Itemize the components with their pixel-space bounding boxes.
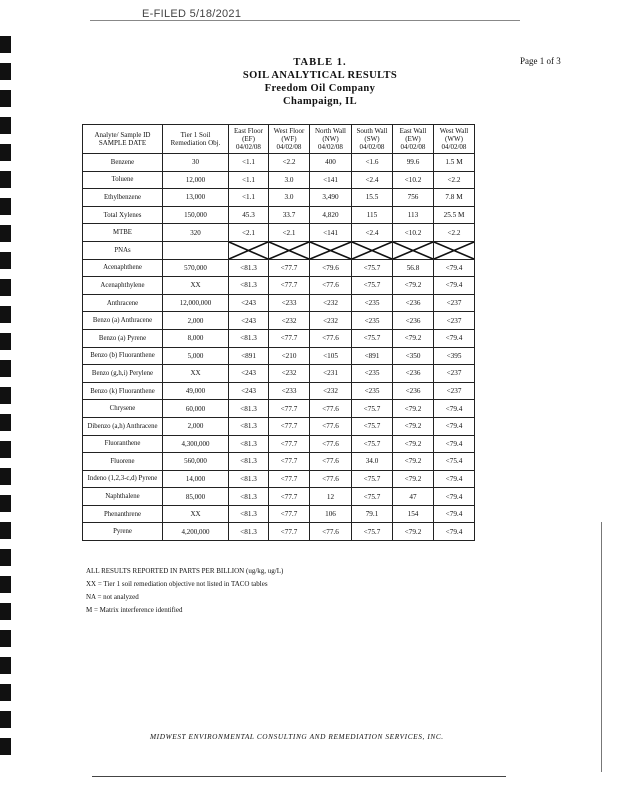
result-cell: 56.8 xyxy=(393,259,434,277)
result-cell: <232 xyxy=(269,312,310,330)
result-cell: <2.4 xyxy=(352,171,393,189)
company-footer: MIDWEST ENVIRONMENTAL CONSULTING AND REMEDIATION SERVICES, INC. xyxy=(150,732,444,741)
result-cell: <243 xyxy=(229,294,269,312)
analyte-name: Fluoranthene xyxy=(83,435,163,453)
result-cell: 33.7 xyxy=(269,206,310,224)
tier1-objective: 49,000 xyxy=(163,382,229,400)
notes-block xyxy=(86,565,283,617)
result-cell: <81.3 xyxy=(229,435,269,453)
tier1-objective: 4,300,000 xyxy=(163,435,229,453)
tier1-objective: 12,000,000 xyxy=(163,294,229,312)
result-cell: <75.7 xyxy=(352,523,393,541)
analyte-name: Benzo (k) Fluoranthene xyxy=(83,382,163,400)
result-cell: <77.7 xyxy=(269,453,310,471)
result-cell: <2.2 xyxy=(434,224,475,242)
result-cell: <79.2 xyxy=(393,470,434,488)
table-row xyxy=(83,312,475,330)
result-cell: <232 xyxy=(310,294,352,312)
result-cell: <243 xyxy=(229,365,269,383)
binder-mark xyxy=(0,657,11,674)
result-cell: <77.6 xyxy=(310,470,352,488)
result-cell: <79.2 xyxy=(393,523,434,541)
header-ef: East Floor (EF) 04/02/08 xyxy=(229,125,269,154)
result-cell: <77.7 xyxy=(269,400,310,418)
analyte-name: Benzo (a) Anthracene xyxy=(83,312,163,330)
result-cell: <79.6 xyxy=(310,259,352,277)
result-cell: 47 xyxy=(393,488,434,506)
top-rule xyxy=(90,20,520,21)
binder-mark xyxy=(0,36,11,53)
table-row xyxy=(83,400,475,418)
result-cell: <81.3 xyxy=(229,417,269,435)
analyte-name: Pyrene xyxy=(83,523,163,541)
result-cell: 25.5 M xyxy=(434,206,475,224)
table-row xyxy=(83,259,475,277)
binder-mark xyxy=(0,684,11,701)
result-cell: 34.0 xyxy=(352,453,393,471)
tier1-objective: XX xyxy=(163,277,229,295)
efiled-stamp: E-FILED 5/18/2021 xyxy=(142,8,242,20)
binder-mark xyxy=(0,441,11,458)
binder-mark xyxy=(0,279,11,296)
result-cell: <81.3 xyxy=(229,505,269,523)
result-cell: <891 xyxy=(229,347,269,365)
note-units: ALL RESULTS REPORTED IN PARTS PER BILLION (ug/kg, ug/L) xyxy=(86,567,284,575)
binder-mark xyxy=(0,117,11,134)
binder-mark xyxy=(0,549,11,566)
result-cell: <243 xyxy=(229,382,269,400)
binder-mark xyxy=(0,711,11,728)
result-cell: <105 xyxy=(310,347,352,365)
result-cell: <77.7 xyxy=(269,488,310,506)
result-cell: <350 xyxy=(393,347,434,365)
header-wf: West Floor (WF) 04/02/08 xyxy=(269,125,310,154)
table-row xyxy=(83,505,475,523)
binder-mark xyxy=(0,198,11,215)
header-analyte: Analyte/ Sample ID SAMPLE DATE xyxy=(83,125,163,154)
tier1-objective xyxy=(163,241,229,259)
binder-mark xyxy=(0,333,11,350)
analyte-name: Naphthalene xyxy=(83,488,163,506)
result-cell: <236 xyxy=(393,312,434,330)
result-cell: <1.1 xyxy=(229,189,269,207)
table-number: TABLE 1. xyxy=(293,57,347,68)
result-cell: <75.7 xyxy=(352,400,393,418)
analyte-name: Anthracene xyxy=(83,294,163,312)
result-cell: <81.3 xyxy=(229,400,269,418)
binder-mark xyxy=(0,63,11,80)
analyte-name: Acenaphthene xyxy=(83,259,163,277)
result-cell: <79.4 xyxy=(434,259,475,277)
result-cell: <75.7 xyxy=(352,259,393,277)
binder-mark xyxy=(0,90,11,107)
table-row xyxy=(83,347,475,365)
result-cell: <81.3 xyxy=(229,453,269,471)
analyte-name: Fluorene xyxy=(83,453,163,471)
tier1-objective: 560,000 xyxy=(163,453,229,471)
result-cell: <77.6 xyxy=(310,417,352,435)
result-cell: <79.4 xyxy=(434,470,475,488)
result-cell: <231 xyxy=(310,365,352,383)
result-cell: <2.1 xyxy=(229,224,269,242)
binder-mark xyxy=(0,360,11,377)
table-row xyxy=(83,329,475,347)
result-cell: <75.7 xyxy=(352,470,393,488)
result-cell: <1.1 xyxy=(229,171,269,189)
result-cell: <75.4 xyxy=(434,453,475,471)
result-cell: <236 xyxy=(393,365,434,383)
result-cell: <235 xyxy=(352,382,393,400)
table-row xyxy=(83,154,475,172)
result-cell: <77.6 xyxy=(310,435,352,453)
result-cell: <232 xyxy=(269,365,310,383)
result-cell: <2.1 xyxy=(269,224,310,242)
result-cell: <77.7 xyxy=(269,523,310,541)
result-cell: <77.7 xyxy=(269,417,310,435)
note-m: M = Matrix interference identified xyxy=(86,606,183,614)
result-cell: <75.7 xyxy=(352,329,393,347)
result-cell: <79.4 xyxy=(434,417,475,435)
result-cell: <891 xyxy=(352,347,393,365)
result-cell: 12 xyxy=(310,488,352,506)
result-cell: <79.4 xyxy=(434,277,475,295)
binder-mark xyxy=(0,576,11,593)
result-cell: <235 xyxy=(352,294,393,312)
result-cell: <81.3 xyxy=(229,470,269,488)
header-nw: North Wall (NW) 04/02/08 xyxy=(310,125,352,154)
result-cell: <237 xyxy=(434,365,475,383)
binder-mark xyxy=(0,603,11,620)
result-cell: 3.0 xyxy=(269,189,310,207)
analyte-name: Indeno (1,2,3-c,d) Pyrene xyxy=(83,470,163,488)
tier1-objective: 570,000 xyxy=(163,259,229,277)
result-cell: <75.7 xyxy=(352,417,393,435)
binder-mark xyxy=(0,225,11,242)
analyte-name: Benzo (a) Pyrene xyxy=(83,329,163,347)
table-row xyxy=(83,417,475,435)
result-cell: <75.7 xyxy=(352,488,393,506)
tier1-objective: 60,000 xyxy=(163,400,229,418)
table-row xyxy=(83,365,475,383)
company-name: Freedom Oil Company xyxy=(264,83,376,94)
result-cell: 99.6 xyxy=(393,154,434,172)
result-cell: 115 xyxy=(352,206,393,224)
result-cell: <79.4 xyxy=(434,523,475,541)
analyte-name: Phenanthrene xyxy=(83,505,163,523)
tier1-objective: 13,000 xyxy=(163,189,229,207)
result-cell: <77.6 xyxy=(310,523,352,541)
result-cell: <77.7 xyxy=(269,277,310,295)
result-cell: <79.2 xyxy=(393,435,434,453)
result-cell: 79.1 xyxy=(352,505,393,523)
result-cell: <79.4 xyxy=(434,400,475,418)
result-cell: <237 xyxy=(434,312,475,330)
result-cell: <141 xyxy=(310,224,352,242)
table-row xyxy=(83,189,475,207)
result-cell: 756 xyxy=(393,189,434,207)
result-cell: <79.4 xyxy=(434,329,475,347)
table-title: SOIL ANALYTICAL RESULTS xyxy=(242,70,398,81)
result-cell: <75.7 xyxy=(352,435,393,453)
result-cell: 400 xyxy=(310,154,352,172)
result-cell: <235 xyxy=(352,312,393,330)
binder-mark xyxy=(0,252,11,269)
tier1-objective: 30 xyxy=(163,154,229,172)
result-cell: 106 xyxy=(310,505,352,523)
binder-mark xyxy=(0,738,11,755)
result-cell: <236 xyxy=(393,382,434,400)
analyte-name: Benzo (b) Fluoranthene xyxy=(83,347,163,365)
result-cell: 15.5 xyxy=(352,189,393,207)
analyte-name: Benzo (g,h,i) Perylene xyxy=(83,365,163,383)
result-cell: <77.6 xyxy=(310,400,352,418)
tier1-objective: 85,000 xyxy=(163,488,229,506)
table-row xyxy=(83,435,475,453)
tier1-objective: 14,000 xyxy=(163,470,229,488)
note-na: NA = not analyzed xyxy=(86,593,139,601)
result-cell: <79.2 xyxy=(393,400,434,418)
analyte-name: Acenaphthylene xyxy=(83,277,163,295)
result-cell: <77.7 xyxy=(269,329,310,347)
crossed-out-cell xyxy=(269,241,310,259)
table-row xyxy=(83,453,475,471)
result-cell: <2.2 xyxy=(434,171,475,189)
header-tier1: Tier 1 Soil Remediation Obj. xyxy=(163,125,229,154)
analyte-name: Total Xylenes xyxy=(83,206,163,224)
analyte-name: PNAs xyxy=(83,241,163,259)
crossed-out-cell xyxy=(310,241,352,259)
crossed-out-cell xyxy=(434,241,475,259)
result-cell: 3,490 xyxy=(310,189,352,207)
binder-mark xyxy=(0,387,11,404)
result-cell: <77.7 xyxy=(269,435,310,453)
table-row xyxy=(83,294,475,312)
result-cell: 4,820 xyxy=(310,206,352,224)
crossed-out-cell xyxy=(352,241,393,259)
result-cell: <81.3 xyxy=(229,277,269,295)
binder-mark xyxy=(0,306,11,323)
soil-results-table xyxy=(82,124,475,541)
table-row xyxy=(83,206,475,224)
result-cell: <77.6 xyxy=(310,329,352,347)
result-cell: 45.3 xyxy=(229,206,269,224)
crossed-out-cell xyxy=(229,241,269,259)
crossed-out-cell xyxy=(393,241,434,259)
result-cell: <237 xyxy=(434,382,475,400)
site-location: Champaign, IL xyxy=(282,96,358,107)
table-title-block xyxy=(180,56,460,108)
binder-mark xyxy=(0,630,11,647)
binder-mark xyxy=(0,468,11,485)
analyte-name: Dibenzo (a,h) Anthracene xyxy=(83,417,163,435)
header-row xyxy=(83,125,475,154)
result-cell: <77.7 xyxy=(269,259,310,277)
result-cell: <243 xyxy=(229,312,269,330)
result-cell: <141 xyxy=(310,171,352,189)
header-sw: South Wall (SW) 04/02/08 xyxy=(352,125,393,154)
result-cell: <233 xyxy=(269,382,310,400)
result-cell: <232 xyxy=(310,312,352,330)
analyte-name: Benzene xyxy=(83,154,163,172)
page-number: Page 1 of 3 xyxy=(520,56,561,66)
result-cell: <233 xyxy=(269,294,310,312)
result-cell: <77.7 xyxy=(269,505,310,523)
result-cell: <79.2 xyxy=(393,453,434,471)
result-cell: <232 xyxy=(310,382,352,400)
binder-mark xyxy=(0,144,11,161)
result-cell: 154 xyxy=(393,505,434,523)
result-cell: <79.2 xyxy=(393,329,434,347)
result-cell: <81.3 xyxy=(229,259,269,277)
result-cell: <77.7 xyxy=(269,470,310,488)
result-cell: <10.2 xyxy=(393,171,434,189)
result-cell: <236 xyxy=(393,294,434,312)
table-row xyxy=(83,241,475,259)
result-cell: <79.4 xyxy=(434,505,475,523)
result-cell: <75.7 xyxy=(352,277,393,295)
result-cell: <235 xyxy=(352,365,393,383)
result-cell: <2.2 xyxy=(269,154,310,172)
header-ww: West Wall (WW) 04/02/08 xyxy=(434,125,475,154)
result-cell: <77.6 xyxy=(310,277,352,295)
analyte-name: Ethylbenzene xyxy=(83,189,163,207)
tier1-objective: 8,000 xyxy=(163,329,229,347)
analyte-name: Toluene xyxy=(83,171,163,189)
tier1-objective: 2,000 xyxy=(163,312,229,330)
binder-mark xyxy=(0,414,11,431)
binder-mark xyxy=(0,495,11,512)
result-cell: <81.3 xyxy=(229,329,269,347)
table-row xyxy=(83,523,475,541)
result-cell: <81.3 xyxy=(229,488,269,506)
result-cell: <210 xyxy=(269,347,310,365)
header-ew: East Wall (EW) 04/02/08 xyxy=(393,125,434,154)
tier1-objective: 320 xyxy=(163,224,229,242)
result-cell: <79.4 xyxy=(434,488,475,506)
tier1-objective: 12,000 xyxy=(163,171,229,189)
tier1-objective: 150,000 xyxy=(163,206,229,224)
tier1-objective: XX xyxy=(163,365,229,383)
result-cell: <81.3 xyxy=(229,523,269,541)
table-row xyxy=(83,382,475,400)
bottom-rule xyxy=(92,776,506,777)
result-cell: <79.4 xyxy=(434,435,475,453)
tier1-objective: 5,000 xyxy=(163,347,229,365)
result-cell: <395 xyxy=(434,347,475,365)
analyte-name: Chrysene xyxy=(83,400,163,418)
result-cell: 3.0 xyxy=(269,171,310,189)
table-row xyxy=(83,277,475,295)
tier1-objective: 4,200,000 xyxy=(163,523,229,541)
table-row xyxy=(83,488,475,506)
result-cell: <79.2 xyxy=(393,417,434,435)
result-cell: <10.2 xyxy=(393,224,434,242)
table-row xyxy=(83,224,475,242)
note-xx: XX = Tier 1 soil remediation objective not listed in TACO tables xyxy=(86,580,268,588)
analyte-name: MTBE xyxy=(83,224,163,242)
result-cell: <237 xyxy=(434,294,475,312)
result-cell: <2.4 xyxy=(352,224,393,242)
result-cell: <77.6 xyxy=(310,453,352,471)
result-cell: 7.8 M xyxy=(434,189,475,207)
scan-edge-line xyxy=(601,522,602,772)
binder-mark xyxy=(0,171,11,188)
table-row xyxy=(83,171,475,189)
result-cell: <1.6 xyxy=(352,154,393,172)
result-cell: <79.2 xyxy=(393,277,434,295)
table-row xyxy=(83,470,475,488)
result-cell: 113 xyxy=(393,206,434,224)
tier1-objective: XX xyxy=(163,505,229,523)
result-cell: <1.1 xyxy=(229,154,269,172)
result-cell: 1.5 M xyxy=(434,154,475,172)
tier1-objective: 2,000 xyxy=(163,417,229,435)
binder-mark xyxy=(0,522,11,539)
